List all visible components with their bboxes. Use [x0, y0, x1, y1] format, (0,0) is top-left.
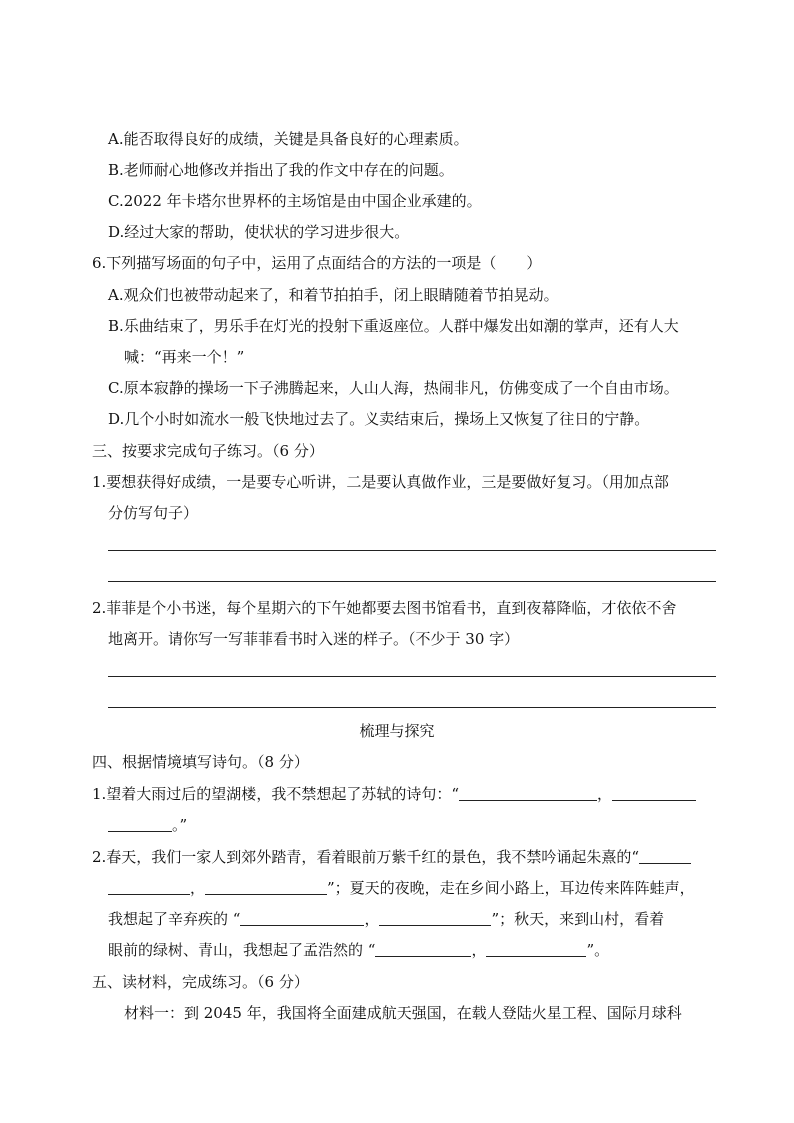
- sec3-q2-line2: 地离开。请你写一写菲菲看书时入迷的样子。（不少于 30 字）: [108, 630, 520, 648]
- sec4-q2-text-c: 我想起了辛弃疾的 “: [108, 910, 241, 928]
- comma: ，: [596, 785, 612, 803]
- poem-blank[interactable]: [459, 786, 597, 801]
- sec4-q2-text-b: ”；夏天的夜晚，走在乡间小路上，耳边传来阵阵蛙声，: [327, 879, 695, 897]
- part-heading: 梳理与探究: [359, 722, 435, 740]
- poem-blank[interactable]: [205, 880, 327, 895]
- sec3-q1-line2: 分仿写句子）: [108, 504, 199, 522]
- section5-title: 五、读材料，完成练习。（6 分）: [92, 973, 309, 991]
- poem-blank[interactable]: [639, 849, 691, 864]
- comma: ，: [190, 879, 206, 897]
- q6-option-b-line1: B.乐曲结束了，男乐手在灯光的投射下重返座位。人群中爆发出如潮的掌声，还有人大: [108, 317, 679, 335]
- q6-option-a: A.观众们也被带动起来了，和着节拍拍手，闭上眼睛随着节拍晃动。: [108, 286, 559, 304]
- section3-title: 三、按要求完成句子练习。（6 分）: [92, 442, 324, 460]
- comma: ，: [364, 910, 380, 928]
- q6-option-d: D.几个小时如流水一般飞快地过去了。义卖结束后，操场上又恢复了往日的宁静。: [108, 410, 650, 428]
- sec4-q2-line2: [108, 878, 695, 898]
- answer-line[interactable]: [108, 676, 716, 677]
- poem-blank[interactable]: [612, 786, 696, 801]
- section4-title: 四、根据情境填写诗句。（8 分）: [92, 753, 309, 771]
- q5-option-a: A.能否取得良好的成绩，关键是具备良好的心理素质。: [108, 130, 469, 148]
- poem-blank[interactable]: [375, 942, 471, 957]
- poem-blank[interactable]: [108, 817, 172, 832]
- sec4-q2-text-e: 眼前的绿树、青山，我想起了孟浩然的 “: [108, 941, 376, 959]
- answer-line[interactable]: [108, 581, 716, 582]
- sec4-q2-line3: [108, 909, 664, 929]
- poem-blank[interactable]: [379, 911, 491, 926]
- poem-blank[interactable]: [108, 880, 190, 895]
- sec4-q2-line4: [108, 940, 609, 960]
- sec4-q1-end: 。”: [172, 816, 188, 834]
- sec4-q1-line2: [108, 815, 187, 835]
- q6-option-c: C.原本寂静的操场一下子沸腾起来，人山人海，热闹非凡，仿佛变成了一个自由市场。: [108, 379, 679, 397]
- sec4-q2-line1: [92, 847, 691, 867]
- sec4-q2-text-d: ”；秋天，来到山村，看着: [491, 910, 665, 928]
- comma: ，: [471, 941, 487, 959]
- sec4-q1-line1: [92, 784, 696, 804]
- sec4-q2-text-a: 2.春天，我们一家人到郊外踏青，看着眼前万紫千红的景色，我不禁吟诵起朱熹的“: [92, 848, 639, 866]
- sec4-q2-text-f: ”。: [586, 941, 610, 959]
- q6-stem: 6.下列描写场面的句子中，运用了点面结合的方法的一项是（ ）: [92, 254, 542, 272]
- material1-text: 材料一：到 2045 年，我国将全面建成航天强国，在载人登陆火星工程、国际月球科: [124, 1004, 682, 1022]
- poem-blank[interactable]: [240, 911, 364, 926]
- answer-line[interactable]: [108, 707, 716, 708]
- q5-option-d: D.经过大家的帮助，使状状的学习进步很大。: [108, 223, 410, 241]
- poem-blank[interactable]: [486, 942, 586, 957]
- sec3-q1-line1: 1.要想获得好成绩，一是要专心听讲，二是要认真做作业，三是要做好复习。（用加点部: [92, 473, 669, 491]
- sec3-q2-line1: 2.菲菲是个小书迷，每个星期六的下午她都要去图书馆看书，直到夜幕降临，才依依不舍: [92, 599, 677, 617]
- sec4-q1-text: 1.望着大雨过后的望湖楼，我不禁想起了苏轼的诗句：“: [92, 785, 459, 803]
- answer-line[interactable]: [108, 550, 716, 551]
- q5-option-b: B.老师耐心地修改并指出了我的作文中存在的问题。: [108, 161, 454, 179]
- q5-option-c: C.2022 年卡塔尔世界杯的主场馆是由中国企业承建的。: [108, 192, 482, 210]
- q6-option-b-line2: 喊：“再来一个！”: [124, 348, 245, 366]
